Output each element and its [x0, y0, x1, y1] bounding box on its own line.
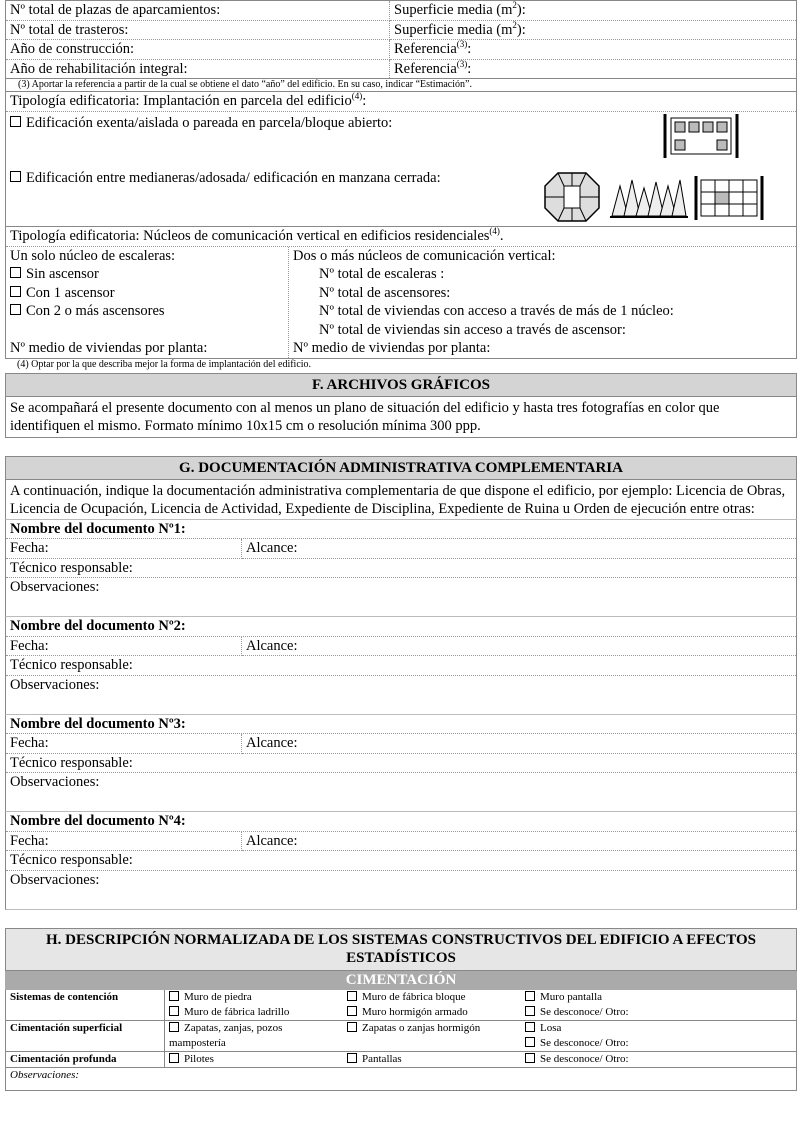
checkbox[interactable]: [10, 171, 21, 182]
checkbox[interactable]: [347, 1006, 357, 1016]
building-data-field[interactable]: Superficie media $(m^2)$:: [390, 20, 797, 40]
single-core-column: Un solo núcleo de escaleras: Sin ascensor Con 1 ascensor Con 2 o más ascensores Nº medio de viviendas por planta:: [6, 247, 289, 358]
closed-block-plan-icon: [544, 172, 600, 222]
cimentacion-row: [6, 990, 797, 1021]
tipologia-implantacion-title: Tipología edificatoria: Implantación en parcela del edificio$^{(4)}$:: [6, 92, 796, 112]
tipologia-nucleos-box: [5, 227, 797, 359]
building-data-field[interactable]: Referencia$^{(3)}$:: [390, 59, 797, 79]
option-checkbox-item[interactable]: Se desconoce/ Otro:: [525, 1036, 792, 1051]
option-sin-ascensor[interactable]: Sin ascensor: [10, 265, 284, 284]
multi-core-column: Dos o más núcleos de comunicación vertical: Nº total de escaleras : Nº total de ascensores: Nº total de viviendas con acceso a través de más de 1 núcleo: Nº total de viviendas sin acceso a través de ascensor: Nº medio de viviendas por planta:: [289, 247, 797, 358]
document-fields: [6, 539, 796, 559]
field-viviendas-mas-1-nucleo[interactable]: Nº total de viviendas con acceso a través de más de 1 núcleo:: [319, 303, 674, 319]
document-name[interactable]: Nombre del documento Nº1:: [6, 520, 796, 540]
checkbox[interactable]: [10, 286, 21, 297]
document-fields: [6, 637, 796, 657]
checkbox[interactable]: [525, 1037, 535, 1047]
form-page: [5, 0, 797, 1091]
building-data-field[interactable]: Referencia$^{(3)}$:: [390, 40, 797, 60]
tecnico-field[interactable]: Técnico responsable:: [6, 559, 796, 579]
checkbox[interactable]: [169, 1022, 179, 1032]
cimentacion-row: [6, 1051, 797, 1067]
section-f-title: F. ARCHIVOS GRÁFICOS: [5, 373, 797, 397]
option-medianeras[interactable]: Edificación entre medianeras/adosada/ edificación en manzana cerrada:: [10, 169, 441, 188]
alcance-field[interactable]: Alcance:: [242, 637, 797, 656]
option-checkbox-item[interactable]: Muro hormigón armado: [347, 1005, 517, 1020]
building-data-row: [6, 59, 797, 79]
section-h-title: H. DESCRIPCIÓN NORMALIZADA DE LOS SISTEMAS CONSTRUCTIVOS DEL EDIFICIO A EFECTOS ESTADÍSTICOS: [5, 928, 797, 971]
building-data-row: [6, 20, 797, 40]
open-block-plan-icon: [662, 114, 740, 158]
observaciones-field[interactable]: Observaciones:: [10, 676, 100, 693]
alcance-field[interactable]: Alcance:: [242, 734, 797, 753]
field-viviendas-sin-ascensor[interactable]: Nº total de viviendas sin acceso a través de ascensor:: [319, 321, 626, 338]
document-entry: [5, 715, 797, 813]
building-data-field[interactable]: Nº total de plazas de aparcamientos:: [6, 1, 390, 21]
building-data-field[interactable]: Año de rehabilitación integral:: [6, 59, 390, 79]
checkbox[interactable]: [525, 1006, 535, 1016]
cimentacion-row-label: Sistemas de contención: [6, 990, 165, 1021]
checkbox[interactable]: [10, 267, 21, 278]
alcance-field[interactable]: Alcance:: [242, 539, 797, 558]
document-name[interactable]: Nombre del documento Nº3:: [6, 715, 796, 735]
tipologia-nucleos-title: Tipología edificatoria: Núcleos de comunicación vertical en edificios residenciales$^{(4)}$.: [6, 227, 796, 247]
fecha-field[interactable]: Fecha:: [6, 832, 242, 851]
observaciones-field[interactable]: Observaciones:: [10, 579, 100, 595]
document-name[interactable]: Nombre del documento Nº4:: [6, 812, 796, 832]
note-3: (3) Aportar la referencia a partir de la cual se obtiene el dato “año” del edificio. En su caso, indicar “Estimación”.: [5, 79, 797, 91]
note-4: (4) Optar por la que describa mejor la forma de implantación del edificio.: [17, 358, 312, 370]
option-checkbox-item[interactable]: Se desconoce/ Otro:: [525, 1005, 792, 1020]
cimentacion-subtitle: CIMENTACIÓN: [5, 971, 797, 990]
tecnico-field[interactable]: Técnico responsable:: [6, 754, 796, 774]
terraced-houses-icon: [610, 176, 688, 220]
cimentacion-row: [6, 1020, 797, 1051]
tipologia-implantacion-box: [5, 91, 797, 227]
building-data-field[interactable]: Nº total de trasteros:: [6, 20, 390, 40]
tecnico-field[interactable]: Técnico responsable:: [6, 656, 796, 676]
option-checkbox-item[interactable]: Zapatas o zanjas hormigón: [347, 1021, 517, 1036]
observaciones-field[interactable]: Observaciones:: [10, 871, 100, 888]
field-total-escaleras[interactable]: Nº total de escaleras :: [319, 266, 445, 282]
section-f-body: Se acompañará el presente documento con al menos un plano de situación del edificio y hasta tres fotografías en color que identifiquen el mismo. Formato mínimo 10x15 cm o resolución mínima 300 ppp.: [5, 397, 797, 438]
observaciones-field[interactable]: Observaciones:: [10, 774, 100, 790]
building-data-table: [5, 0, 797, 79]
cimentacion-table: [5, 990, 797, 1068]
checkbox[interactable]: [10, 116, 21, 127]
option-checkbox-item[interactable]: Muro de fábrica ladrillo: [169, 1005, 339, 1020]
fecha-field[interactable]: Fecha:: [6, 539, 242, 558]
nucleos-table: [6, 247, 796, 358]
option-checkbox-item[interactable]: Muro pantalla: [525, 990, 792, 1005]
document-name[interactable]: Nombre del documento Nº2:: [6, 617, 796, 637]
cimentacion-observaciones[interactable]: Observaciones:: [5, 1068, 797, 1091]
option-checkbox-item[interactable]: Se desconoce/ Otro:: [525, 1052, 792, 1067]
grid-block-plan-icon: [694, 176, 764, 220]
fecha-field[interactable]: Fecha:: [6, 734, 242, 753]
checkbox[interactable]: [347, 991, 357, 1001]
document-fields: [6, 734, 796, 754]
checkbox[interactable]: [169, 991, 179, 1001]
alcance-field[interactable]: Alcance:: [242, 832, 797, 851]
building-data-row: [6, 1, 797, 21]
option-2-ascensores[interactable]: Con 2 o más ascensores: [10, 302, 284, 321]
checkbox[interactable]: [10, 304, 21, 315]
cimentacion-row-label: Cimentación superficial: [6, 1020, 165, 1051]
building-data-field[interactable]: Superficie media $(m^2)$:: [390, 1, 797, 21]
document-entry: [5, 520, 797, 618]
checkbox[interactable]: [347, 1022, 357, 1032]
documents-list: [5, 520, 797, 910]
checkbox[interactable]: [525, 1053, 535, 1063]
option-checkbox-item[interactable]: Losa: [525, 1021, 792, 1036]
option-exenta[interactable]: Edificación exenta/aislada o pareada en parcela/bloque abierto:: [6, 112, 796, 133]
fecha-field[interactable]: Fecha:: [6, 637, 242, 656]
checkbox[interactable]: [169, 1053, 179, 1063]
checkbox[interactable]: [525, 991, 535, 1001]
checkbox[interactable]: [169, 1006, 179, 1016]
document-entry: [5, 617, 797, 715]
option-1-ascensor[interactable]: Con 1 ascensor: [10, 284, 284, 303]
option-checkbox-item[interactable]: Zapatas, zanjas, pozos mampostería: [169, 1021, 283, 1049]
building-data-row: [6, 40, 797, 60]
cimentacion-row-label: Cimentación profunda: [6, 1051, 165, 1067]
document-fields: [6, 832, 796, 852]
option-checkbox-item[interactable]: Muro de fábrica bloque: [347, 990, 517, 1005]
option-checkbox-item[interactable]: Pantallas: [347, 1052, 517, 1067]
option-checkbox-item[interactable]: Muro de piedra: [169, 990, 339, 1005]
field-total-ascensores[interactable]: Nº total de ascensores:: [319, 284, 451, 301]
section-g-intro: A continuación, indique la documentación administrativa complementaria de que dispone el edificio, por ejemplo: Licencia de Obras, Licencia de Ocupación, Licencia de Actividad, Expediente de Disciplina, Expediente de Ruina u Orden de ejecución entre otras:: [5, 480, 797, 520]
checkbox[interactable]: [347, 1053, 357, 1063]
tecnico-field[interactable]: Técnico responsable:: [6, 851, 796, 871]
document-entry: [5, 812, 797, 910]
checkbox[interactable]: [525, 1022, 535, 1032]
section-g-title: G. DOCUMENTACIÓN ADMINISTRATIVA COMPLEMENTARIA: [5, 456, 797, 480]
building-data-field[interactable]: Año de construcción:: [6, 40, 390, 60]
field-medio-viviendas[interactable]: Nº medio de viviendas por planta:: [293, 340, 491, 356]
option-checkbox-item[interactable]: Pilotes: [169, 1052, 339, 1067]
